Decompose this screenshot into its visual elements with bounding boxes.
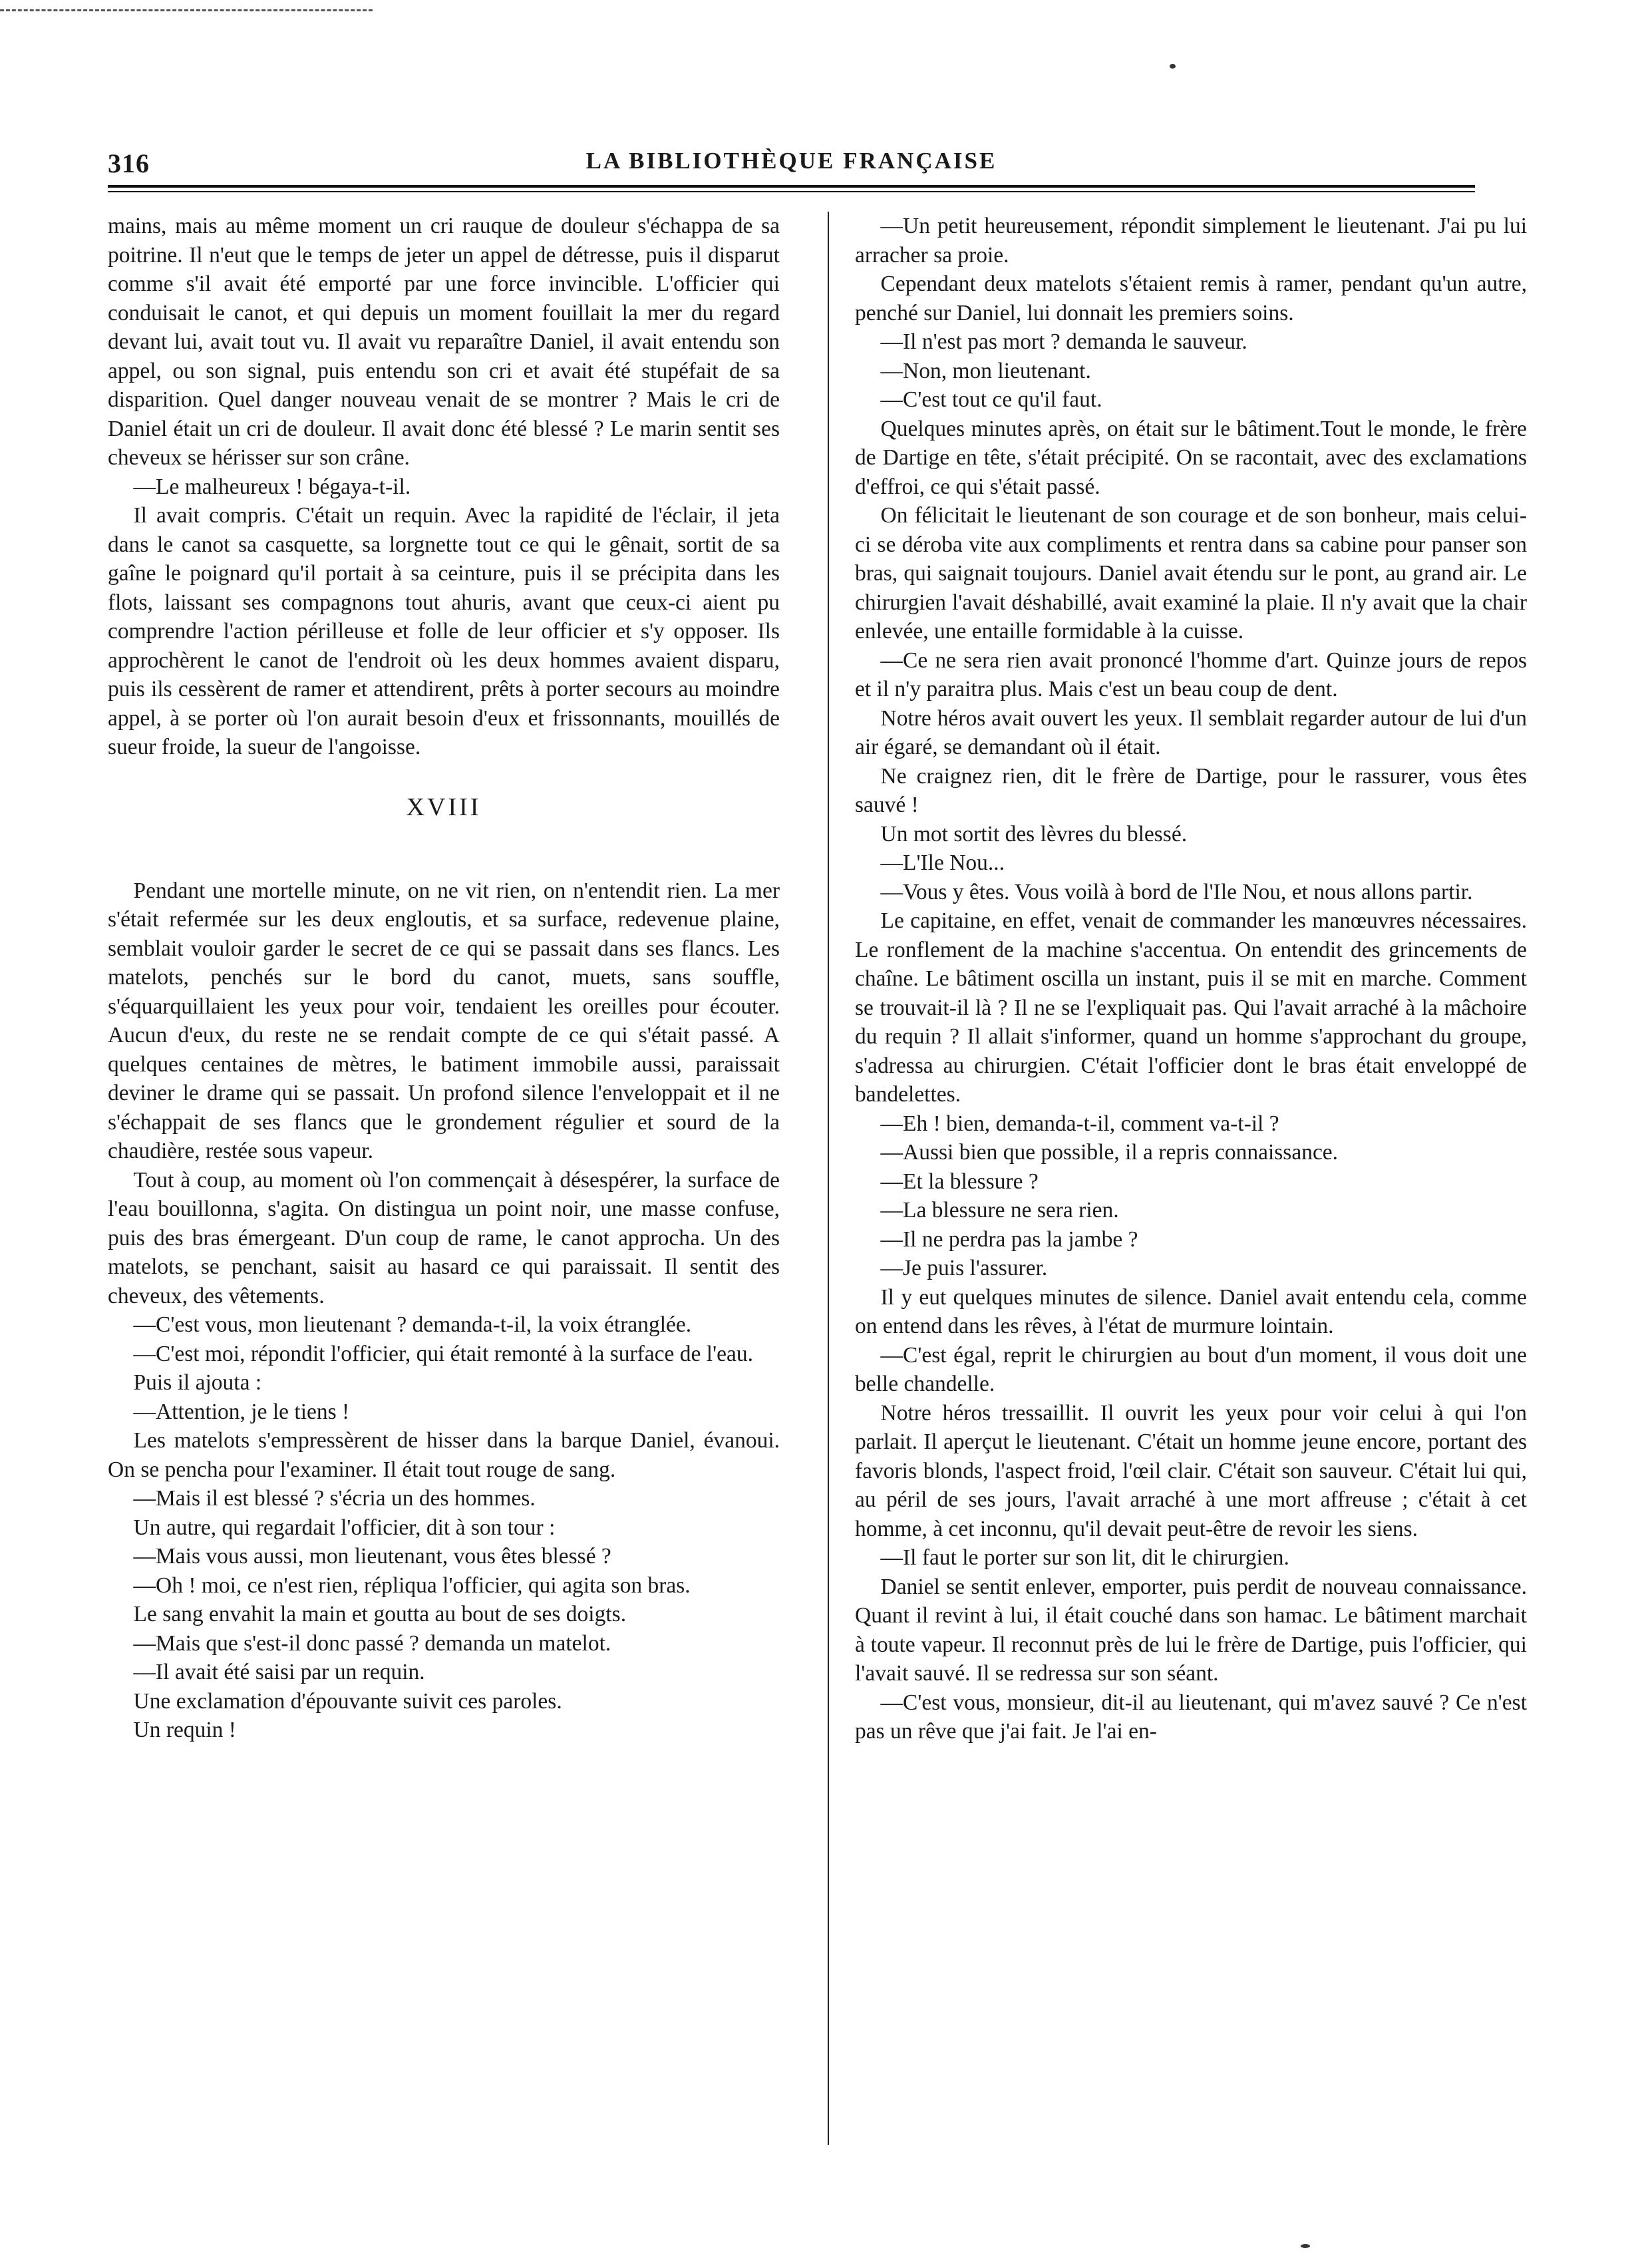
paragraph: Un autre, qui regardait l'officier, dit à son tour : — [133, 1515, 556, 1540]
paragraph: —Eh ! bien, demanda-t-il, comment va-t-il ? — [880, 1111, 1279, 1136]
paragraph: —Vous y êtes. Vous voilà à bord de l'Ile Nou, et nous allons partir. — [880, 879, 1473, 904]
left-column — [108, 212, 780, 1745]
paragraph: Notre héros avait ouvert les yeux. Il semblait regarder autour de lui d'un air égaré, se demandant où il était. — [855, 705, 1527, 759]
header-double-rule — [108, 185, 1475, 192]
paragraph: Un mot sortit des lèvres du blessé. — [880, 821, 1188, 847]
paragraph: Une exclamation d'épouvante suivit ces paroles. — [133, 1688, 562, 1714]
paragraph: —Un petit heureusement, répondit simplement le lieutenant. J'ai pu lui arracher sa proie. — [855, 214, 1527, 268]
paragraph: —Il n'est pas mort ? demanda le sauveur. — [880, 329, 1247, 354]
paragraph: —Ce ne sera rien avait prononcé l'homme d'art. Quinze jours de repos et il n'y paraitra plus. Mais c'est un beau coup de dent. — [855, 648, 1527, 701]
paragraph: —C'est vous, monsieur, dit-il au lieutenant, qui m'avez sauvé ? Ce n'est pas un rêve que j'ai fait. Je l'ai en- — [855, 1690, 1527, 1744]
paragraph: Puis il ajouta : — [133, 1370, 262, 1395]
paragraph: —Il faut le porter sur son lit, dit le chirurgien. — [880, 1545, 1289, 1570]
paragraph: Le sang envahit la main et goutta au bout de ses doigts. — [133, 1602, 627, 1626]
column-divider — [828, 212, 829, 2145]
paragraph: —Je puis l'assurer. — [880, 1256, 1048, 1280]
paragraph: —C'est égal, reprit le chirurgien au bout d'un moment, il vous doit une belle chandelle. — [855, 1342, 1527, 1396]
paragraph: mains, mais au même moment un cri rauque de douleur s'échappa de sa poitrine. Il n'eut que le temps de jeter un appel de détresse, puis il disparut comme s'il avait été emporté par une force invincible. L'officier qui conduisait le canot, et qui depuis un moment fouillait la mer du regard devant lui, avait tout vu. Il avait vu reparaître Daniel, il avait entendu son appel, ou son signal, puis entendu son cri et avait été stupéfait de sa disparition. Quel danger nouveau venait de se montrer ? Mais le cri de Daniel était un cri de douleur. Il avait donc été blessé ? Le marin sentit ses cheveux se hérisser sur son crâne. — [108, 214, 780, 470]
paragraph: —Non, mon lieutenant. — [880, 358, 1091, 383]
paragraph: Pendant une mortelle minute, on ne vit rien, on n'entendit rien. La mer s'était refermée sur les deux engloutis, et sa surface, redevenue plaine, semblait vouloir garder le secret de ce qui se passait dans ses flancs. Les matelots, penchés sur le bord du canot, muets, sans souffle, s'équarquillaient les yeux pour voir, tendaient les oreilles pour écouter. Aucun d'eux, du reste ne se rendait compte de ce qui s'était passé. A quelques centaines de mètres, le batiment immobile aussi, paraissait deviner le drame qui se passait. Un profond silence l'enveloppait et il ne s'échappait de ses flancs que le grondement régulier et sourd de la chaudière, restée sous vapeur. — [108, 878, 780, 1163]
paragraph: Un requin ! — [133, 1718, 236, 1742]
paragraph: —Et la blessure ? — [880, 1169, 1039, 1194]
paragraph: —Oh ! moi, ce n'est rien, répliqua l'officier, qui agita son bras. — [133, 1573, 691, 1598]
running-header — [108, 148, 1475, 182]
paragraph: Il avait compris. C'était un requin. Avec la rapidité de l'éclair, il jeta dans le canot sa casquette, sa lorgnette tout ce qui le gênait, sortit de sa gaîne le poignard qu'il portait à sa ceinture, puis il se précipita dans les flots, laissant ses compagnons tout ahuris, avant que ceux-ci aient pu comprendre l'action périlleuse et folle de leur officier et s'y opposer. Ils approchèrent le canot de l'endroit où les deux hommes avaient disparu, puis ils cessèrent de ramer et attendirent, prêts à porter secours au moindre appel, à se porter où l'on aurait besoin d'eux et frissonnants, mouillés de sueur froide, la sueur de l'angoisse. — [108, 503, 780, 759]
right-paragraphs — [855, 212, 1527, 1746]
paragraph: —Attention, je le tiens ! — [133, 1399, 350, 1424]
paragraph: Daniel se sentit enlever, emporter, puis perdit de nouveau connaissance. Quant il revint à lui, il était couché dans son hamac. Le bâtiment marchait à toute vapeur. Il reconnut près de lui le frère de Dartige, puis l'officier, qui l'avait sauvé. Il se redressa sur son séant. — [855, 1574, 1527, 1686]
paragraph: —Il ne perdra pas la jambe ? — [880, 1227, 1138, 1252]
paragraph: Quelques minutes après, on était sur le bâtiment.Tout le monde, le frère de Dartige en tête, s'était précipité. On se racontait, avec des exclamations d'effroi, ce qui s'était passé. — [855, 416, 1527, 499]
page-number: 316 — [108, 148, 150, 178]
paragraph: Il y eut quelques minutes de silence. Daniel avait entendu cela, comme on entend dans les rêves, à l'état de murmure lointain. — [855, 1284, 1527, 1338]
paragraph: Notre héros tressaillit. Il ouvrit les yeux pour voir celui à qui l'on parlait. Il aperçut le lieutenant. C'était un homme jeune encore, portant des favoris blonds, l'aspect froid, l'œil clair. C'était son sauveur. C'était lui qui, au péril de ses jours, l'avait arraché à une mort affreuse ; c'était à cet homme, à cet inconnu, qu'il devait peut-être de revoir les siens. — [855, 1400, 1527, 1541]
top-edge-rule — [0, 9, 373, 11]
paragraph: —Mais que s'est-il donc passé ? demanda un matelot. — [133, 1630, 611, 1656]
paragraph: Les matelots s'empressèrent de hisser dans la barque Daniel, évanoui. On se pencha pour l'examiner. Il était tout rouge de sang. — [108, 1428, 780, 1482]
paragraph: —L'Ile Nou... — [880, 850, 1005, 875]
paragraph: —Mais vous aussi, mon lieutenant, vous êtes blessé ? — [133, 1544, 611, 1569]
right-column — [855, 212, 1527, 1746]
left-paragraphs-before — [108, 212, 780, 762]
paragraph: Cependant deux matelots s'étaient remis à ramer, pendant qu'un autre, penché sur Daniel, lui donnait les premiers soins. — [855, 272, 1527, 325]
print-speck — [1301, 2244, 1310, 2248]
paragraph: On félicitait le lieutenant de son courage et de son bonheur, mais celui-ci se déroba vite aux compliments et rentra dans sa cabine pour panser son bras, qui saignait toujours. Daniel avait étendu sur le pont, au grand air. Le chirurgien l'avait déshabillé, avait examiné la plaie. Il n'y avait que la chair enlevée, une entaille formidable à la cuisse. — [855, 503, 1527, 644]
paragraph: —Aussi bien que possible, il a repris connaissance. — [880, 1140, 1339, 1165]
paragraph: —Mais il est blessé ? s'écria un des hommes. — [133, 1486, 536, 1511]
paragraph: —C'est tout ce qu'il faut. — [880, 387, 1102, 412]
paragraph: —C'est moi, répondit l'officier, qui était remonté à la surface de l'eau. — [133, 1341, 754, 1366]
paragraph: —C'est vous, mon lieutenant ? demanda-t-il, la voix étranglée. — [133, 1312, 692, 1337]
left-paragraphs-after — [108, 876, 780, 1745]
paragraph: Ne craignez rien, dit le frère de Dartige, pour le rassurer, vous êtes sauvé ! — [855, 763, 1527, 817]
print-speck — [1170, 64, 1176, 69]
paragraph: Tout à coup, au moment où l'on commençait à désespérer, la surface de l'eau bouillonna, s'agita. On distingua un point noir, une masse confuse, puis des bras émergeant. D'un coup de rame, le canot approcha. Un des matelots, se penchant, saisit au hasard ce qui paraissait. Il sentit des cheveux, des vêtements. — [108, 1167, 780, 1308]
chapter-heading: XVIII — [406, 793, 482, 821]
paragraph: —Le malheureux ! bégaya-t-il. — [133, 474, 411, 499]
running-title: LA BIBLIOTHÈQUE FRANÇAISE — [585, 148, 997, 174]
paragraph: Le capitaine, en effet, venait de commander les manœuvres nécessaires. Le ronflement de la machine s'accentua. On entendit des grincements de chaîne. Le bâtiment oscilla un instant, puis il se mit en marche. Comment se trouvait-il là ? Il ne se l'expliquait pas. Qui l'avait arraché à la mâchoire du requin ? Il allait s'informer, quand un homme s'approchant du groupe, s'adressa au chirurgien. C'était l'officier dont le bras était enveloppé de bandelettes. — [855, 908, 1527, 1107]
paragraph: —Il avait été saisi par un requin. — [133, 1660, 425, 1684]
paragraph: —La blessure ne sera rien. — [880, 1198, 1119, 1223]
